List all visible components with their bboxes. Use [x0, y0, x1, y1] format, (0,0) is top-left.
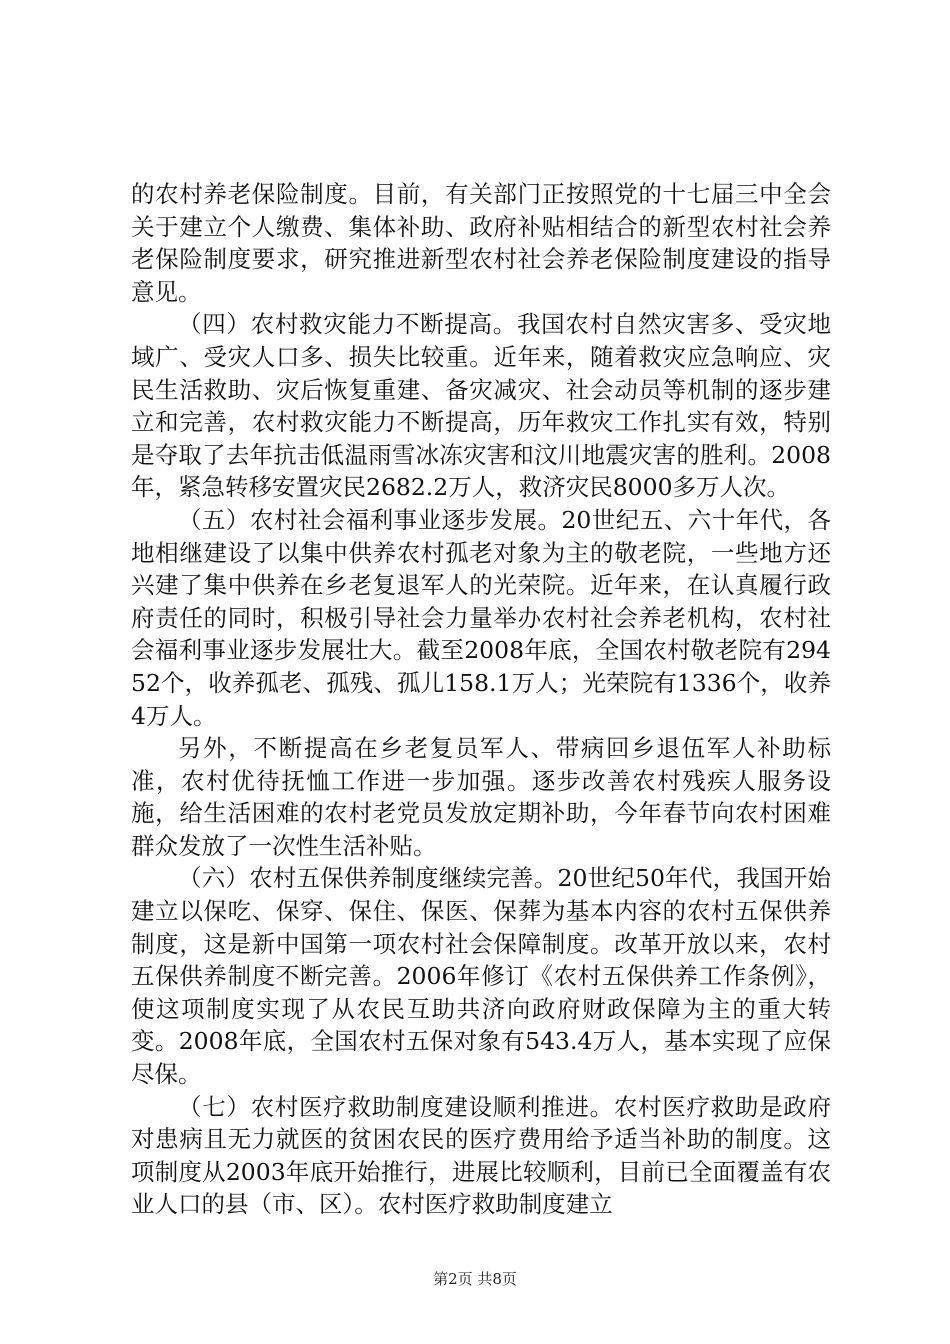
paragraph-disaster-relief: （四）农村救灾能力不断提高。我国农村自然灾害多、受灾地域广、受灾人口多、损失比较重。近年来，随着救灾应急响应、灾民生活救助、灾后恢复重建、备灾减灾、社会动员等机制的逐步建立和完善，农村救灾能力不断提高，历年救灾工作扎实有效，特别是夺取了去年抗击低温雨雪冰冻灾害和汶川地震灾害的胜利。2008年，紧急转移安置灾民2682.2万人，救济灾民8000多万人次。 — [131, 310, 831, 502]
document-body — [131, 178, 831, 1221]
paragraph-veterans-support: 另外，不断提高在乡老复员军人、带病回乡退伍军人补助标准，农村优待抚恤工作进一步加强。逐步改善农村残疾人服务设施，给生活困难的农村老党员发放定期补助，今年春节向农村困难群众发放了一次性生活补贴。 — [131, 734, 831, 860]
page-number-footer: 第2页 共8页 — [433, 1270, 517, 1288]
paragraph-five-guarantees: （六）农村五保供养制度继续完善。20世纪50年代，我国开始建立以保吃、保穿、保住、保医、保葬为基本内容的农村五保供养制度，这是新中国第一项农村社会保障制度。改革开放以来，农村五保供养制度不断完善。2006年修订《农村五保供养工作条例》，使这项制度实现了从农民互助共济向政府财政保障为主的重大转变。2008年底，全国农村五保对象有543.4万人，基本实现了应保尽保。 — [131, 864, 831, 1089]
paragraph-medical-assistance: （七）农村医疗救助制度建设顺利推进。农村医疗救助是政府对患病且无力就医的贫困农民的医疗费用给予适当补助的制度。这项制度从2003年底开始推行，进展比较顺利，目前已全面覆盖有农业人口的县（市、区）。农村医疗救助制度建立 — [131, 1092, 831, 1219]
paragraph-pension-system: 的农村养老保险制度。目前，有关部门正按照党的十七届三中全会关于建立个人缴费、集体补助、政府补贴相结合的新型农村社会养老保险制度要求，研究推进新型农村社会养老保险制度建设的指导意见。 — [131, 180, 831, 306]
paragraph-social-welfare: （五）农村社会福利事业逐步发展。20世纪五、六十年代，各地相继建设了以集中供养农村孤老对象为主的敬老院，一些地方还兴建了集中供养在乡老复退军人的光荣院。近年来，在认真履行政府责任的同时，积极引导社会力量举办农村社会养老机构，农村社会福利事业逐步发展壮大。截至2008年底，全国农村敬老院有29452个，收养孤老、孤残、孤儿158.1万人；光荣院有1336个，收养4万人。 — [131, 505, 831, 730]
